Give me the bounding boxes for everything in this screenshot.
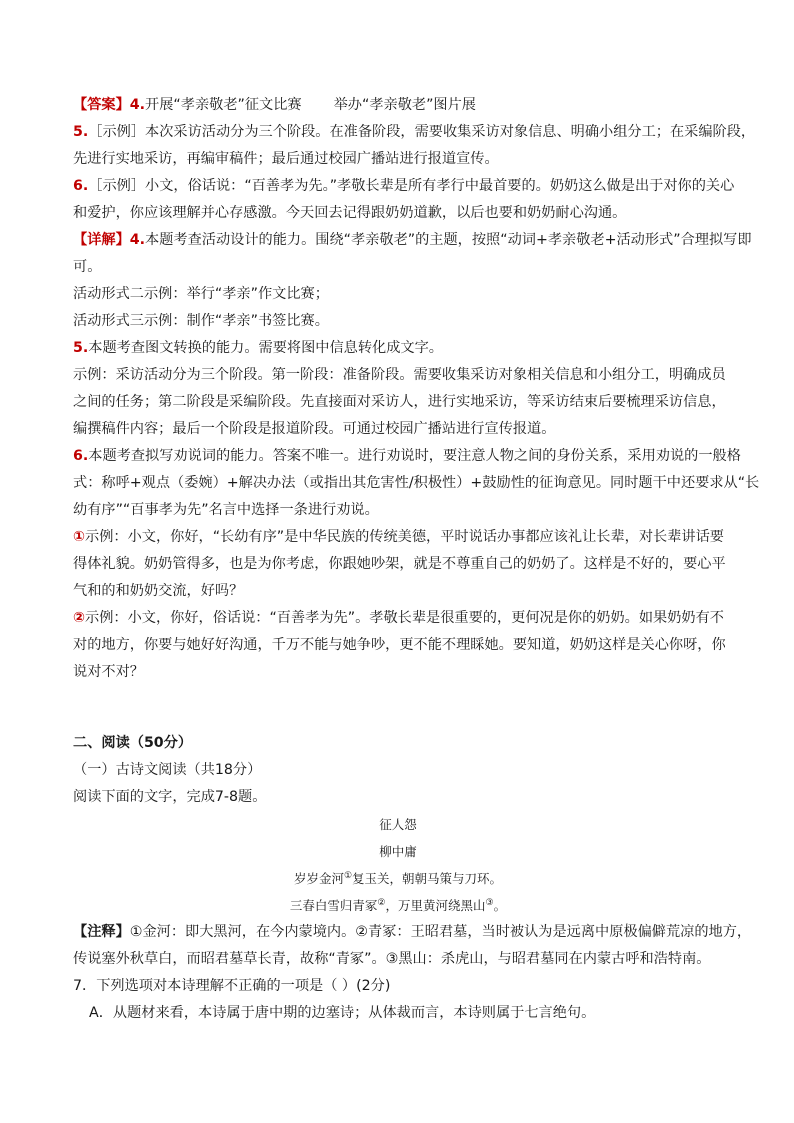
detail-q5-line4: 编撰稿件内容；最后一个阶段是报道阶段。可通过校园广播站进行宣传报道。	[73, 421, 556, 437]
answer-tag: 【答案】	[73, 97, 130, 113]
answer-q4-line	[73, 92, 723, 119]
example2-marker: ②	[73, 610, 86, 626]
example1-marker: ①	[73, 529, 86, 545]
poem-author: 柳中庸	[379, 844, 417, 859]
poem-title: 征人怨	[379, 817, 417, 832]
poem-line1-end: 复玉关，朝朝马策与刀环。	[352, 871, 503, 886]
detail-q5-line3: 之间的任务；第二阶段是采编阶段。先直接面对采访人，进行实地采访，等采访结束后要梳理采访信息，	[73, 394, 726, 410]
answer-q4-part2: 举办“孝亲敬老”图片展	[333, 97, 476, 113]
detail-q5-number: 5.	[73, 340, 89, 356]
poem-note-ref-1: ①	[343, 870, 353, 881]
detail-q4-number: 4.	[129, 232, 146, 248]
detail-q5-text: 本题考查图文转换的能力。需要将图中信息转化成文字。	[88, 340, 443, 356]
answer-q6-text: ［示例］小文，俗话说：“百善孝为先。”孝敬长辈是所有孝行中最首要的。奶奶这么做是出于对你的关心	[88, 178, 735, 194]
reading-sub-title: （一）古诗文阅读（共18分）	[73, 762, 262, 778]
detail-q6-line3: 幼有序”“百事孝为先”名言中选择一条进行劝说。	[73, 502, 379, 518]
poem-line1	[73, 865, 723, 892]
answer-q5-line2: 先进行实地采访，再编审稿件；最后通过校园广播站进行报道宣传。	[73, 151, 499, 167]
poem-line1-start: 岁岁金河	[293, 871, 344, 886]
reading-section-title: 二、阅读（50分）	[73, 735, 193, 751]
detail-q4-line3: 活动形式二示例：举行“孝亲”作文比赛；	[73, 286, 329, 302]
detail-q6-text: 本题考查拟写劝说词的能力。答案不唯一。进行劝说时，要注意人物之间的身份关系，采用劝说的一般格	[88, 448, 741, 464]
detail-q6-line2: 式：称呼+观点（委婉）+解决办法（或指出其危害性/积极性）+鼓励性的征询意见。同时题干中还要求从“长	[73, 475, 760, 491]
example1-line3: 气和的和奶奶交流，好吗？	[73, 583, 244, 599]
notes-text1: ①金河：即大黑河，在今内蒙境内。②青冢：王昭君墓，当时被认为是远离中原极偏僻荒凉的地方，	[129, 924, 752, 940]
poem-note-ref-3: ③	[485, 897, 494, 908]
section-spacer	[73, 686, 723, 730]
poem-note-ref-2: ②	[377, 897, 386, 908]
answer-q6-line2: 和爱护，你应该理解并心存感激。今天回去记得跟奶奶道歉，以后也要和奶奶耐心沟通。	[73, 205, 627, 221]
notes-line2: 传说塞外秋草白，而昭君墓草长青，故称“青冢”。③黑山：杀虎山，与昭君墓同在内蒙古呼和浩特南。	[73, 951, 711, 967]
example2-text: 示例：小文，你好，俗话说：“百善孝为先”。孝敬长辈是很重要的，更何况是你的奶奶。如果奶奶有不	[85, 610, 724, 626]
poem-line2-middle: ，万里黄河绕黑山	[385, 898, 486, 913]
example2-line2: 对的地方，你要与她好好沟通，千万不能与她争吵，更不能不理睬她。要知道，奶奶这样是关心你呀，你	[73, 637, 726, 653]
poem-line2	[73, 892, 723, 919]
example1-line1	[73, 524, 723, 551]
question-7-option-a: A．从题材来看，本诗属于唐中期的边塞诗；从体裁而言，本诗则属于七言绝句。	[89, 1005, 596, 1021]
detail-tag: 【详解】	[73, 232, 130, 248]
detail-q6-number: 6.	[73, 448, 89, 464]
answer-q5-line1	[73, 119, 756, 146]
answer-q5-text: ［示例］本次采访活动分为三个阶段。在准备阶段，需要收集采访对象信息、明确小组分工；在采编阶段，	[88, 124, 756, 140]
detail-q4-line1	[73, 227, 752, 254]
question-7: 7．下列选项对本诗理解不正确的一项是（ ）(2分)	[73, 978, 391, 994]
answer-q6-line1	[73, 173, 735, 200]
answer-q6-number: 6.	[73, 178, 89, 194]
detail-q5-line1	[73, 335, 723, 362]
poem-line2-start: 三春白雪归青冢	[289, 898, 378, 913]
answer-q4-number: 4.	[129, 97, 146, 113]
detail-q6-line1	[73, 443, 741, 470]
example2-line3: 说对不对？	[73, 664, 144, 680]
document-page	[73, 92, 760, 1027]
answer-q5-number: 5.	[73, 124, 89, 140]
poem-line2-end: 。	[493, 898, 507, 913]
detail-q5-line2: 示例：采访活动分为三个阶段。第一阶段：准备阶段。需要收集采访对象相关信息和小组分工，明确成员	[73, 367, 726, 383]
detail-q4-line4: 活动形式三示例：制作“孝亲”书签比赛。	[73, 313, 329, 329]
notes-line1	[73, 919, 752, 946]
example1-line2: 得体礼貌。奶奶管得多，也是为你考虑，你跟她吵架，就是不尊重自己的奶奶了。这样是不好的，要心平	[73, 556, 726, 572]
reading-instruction: 阅读下面的文字，完成7-8题。	[73, 789, 267, 805]
detail-q4-line2: 可。	[73, 259, 102, 275]
example2-line1	[73, 605, 723, 632]
example1-text: 示例：小文，你好，“长幼有序”是中华民族的传统美德，平时说话办事都应该礼让长辈，对长辈讲话要	[85, 529, 724, 545]
notes-tag: 【注释】	[73, 924, 130, 940]
detail-q4-text: 本题考查活动设计的能力。围绕“孝亲敬老”的主题，按照“动词+孝亲敬老+活动形式”合理拟写即	[145, 232, 752, 248]
answer-q4-part1: 开展“孝亲敬老”征文比赛	[145, 97, 302, 113]
